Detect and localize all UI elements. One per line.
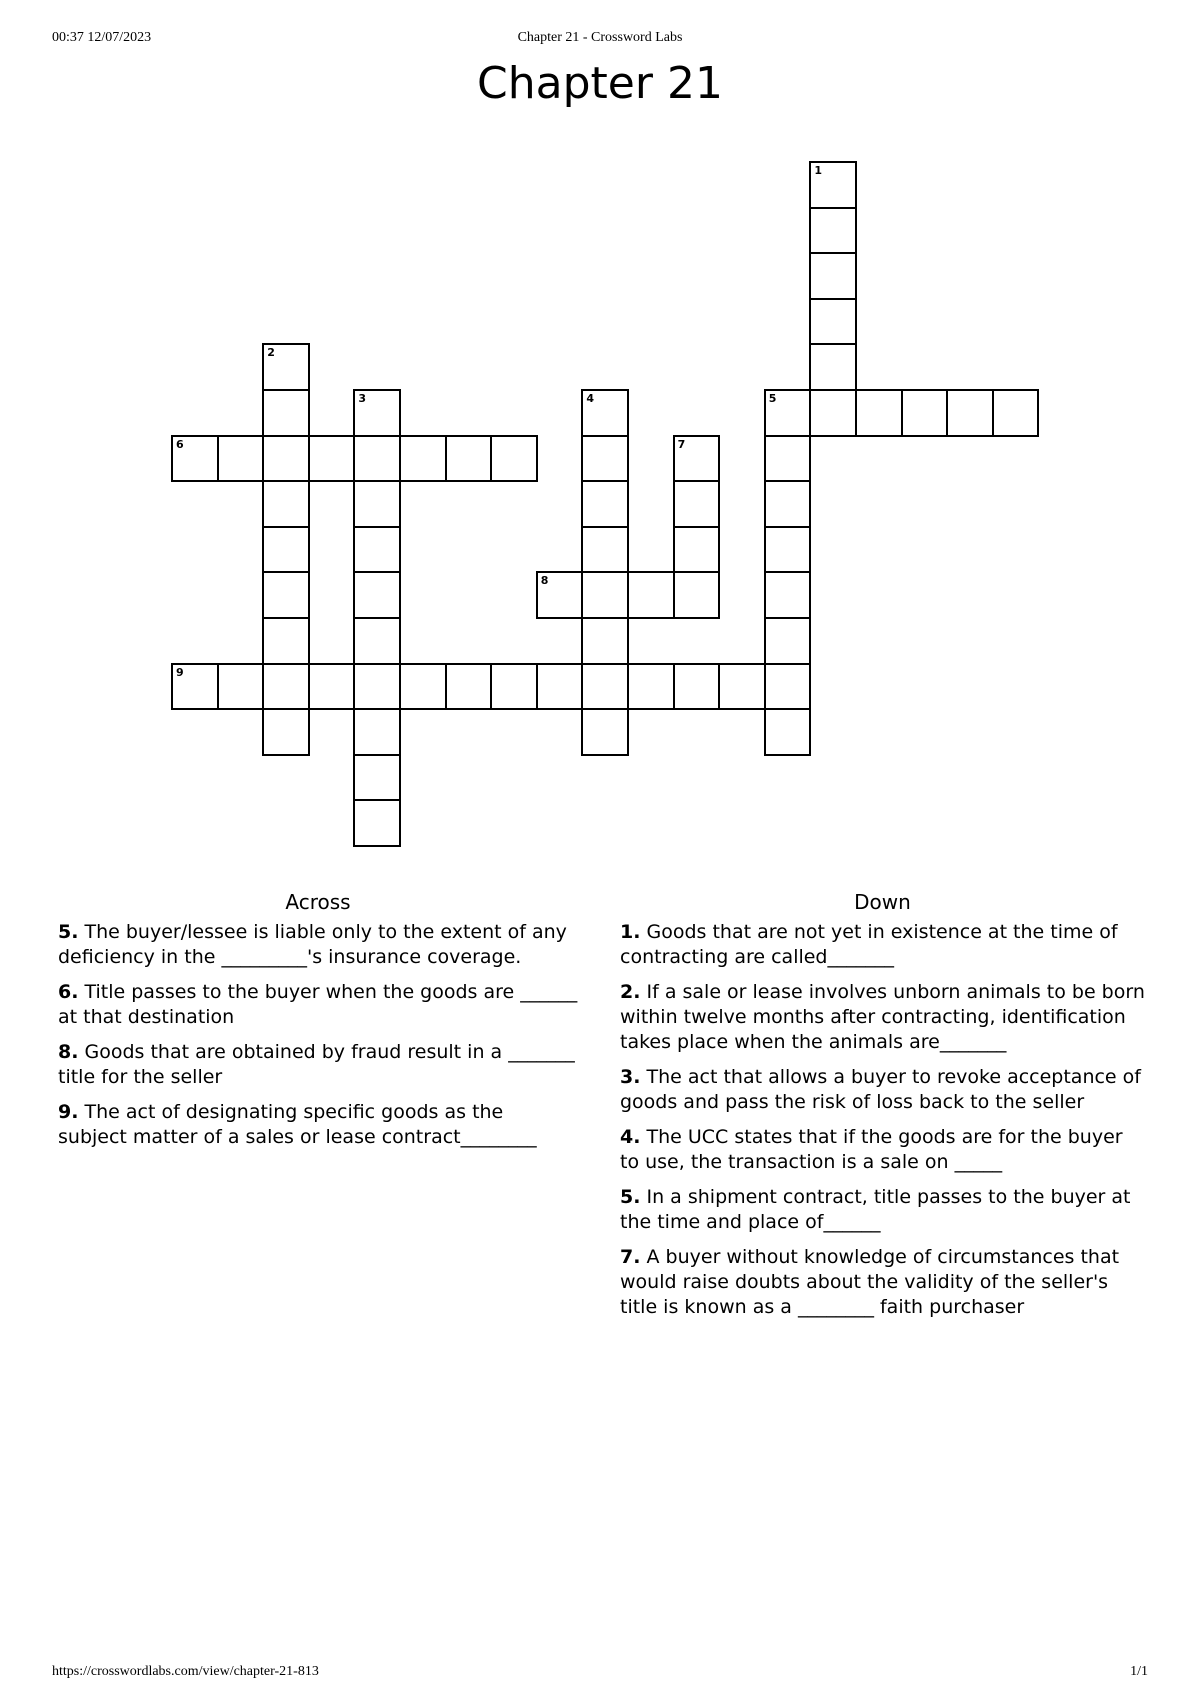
grid-cell <box>581 663 629 711</box>
grid-cell <box>581 617 629 665</box>
clue-number: 1. <box>620 921 641 943</box>
clue-item <box>58 1040 578 1090</box>
grid-cell <box>399 663 447 711</box>
grid-cell <box>627 571 675 619</box>
grid-cell <box>217 663 265 711</box>
grid-cell <box>718 663 766 711</box>
clue-number: 6. <box>58 981 79 1003</box>
grid-cell <box>764 708 812 756</box>
clue-item <box>620 1185 1145 1235</box>
grid-cell <box>764 435 812 483</box>
print-url: https://crosswordlabs.com/view/chapter-21-813 <box>52 1664 319 1679</box>
clue-text: Goods that are obtained by fraud result in a _______ title for the seller <box>58 1041 575 1088</box>
grid-cell <box>353 389 401 437</box>
clue-number: 4. <box>620 1126 641 1148</box>
grid-cell <box>581 526 629 574</box>
cell-number: 2 <box>267 346 275 360</box>
grid-cell <box>353 571 401 619</box>
clue-text: A buyer without knowledge of circumstances that would raise doubts about the validity of the seller's title is known as a ________ faith purchaser <box>620 1246 1120 1318</box>
grid-cell <box>353 708 401 756</box>
across-heading: Across <box>285 890 351 914</box>
grid-cell <box>171 663 219 711</box>
clue-number: 8. <box>58 1041 79 1063</box>
grid-cell <box>490 435 538 483</box>
grid-cell <box>262 617 310 665</box>
grid-cell <box>262 343 310 391</box>
grid-cell <box>673 480 721 528</box>
grid-cell <box>764 526 812 574</box>
cell-number: 6 <box>176 437 184 451</box>
grid-cell <box>581 435 629 483</box>
grid-cell <box>764 480 812 528</box>
down-clues <box>620 890 1145 1330</box>
cell-number: 5 <box>768 392 777 405</box>
grid-cell <box>262 526 310 574</box>
clue-text: The act of designating specific goods as the subject matter of a sales or lease contract________ <box>58 1101 537 1148</box>
print-page-number: 1/1 <box>1130 1664 1148 1679</box>
grid-cell <box>764 663 812 711</box>
grid-cell <box>262 480 310 528</box>
grid-cell <box>262 389 310 437</box>
cell-number: 1 <box>814 164 823 177</box>
grid-cell <box>809 207 857 255</box>
grid-cell <box>809 161 857 209</box>
grid-cell <box>992 389 1040 437</box>
grid-cell <box>353 663 401 711</box>
grid-cell <box>353 799 401 847</box>
grid-cell <box>445 435 493 483</box>
clue-number: 5. <box>620 1186 641 1208</box>
grid-cell <box>581 389 629 437</box>
grid-cell <box>536 571 584 619</box>
down-clue-list <box>620 920 1145 1320</box>
cell-number: 8 <box>540 574 549 588</box>
grid-cell <box>764 389 812 437</box>
grid-cell <box>353 480 401 528</box>
clue-text: Title passes to the buyer when the goods are ______ at that destination <box>58 981 578 1028</box>
grid-cell <box>353 435 401 483</box>
grid-cell <box>809 343 857 391</box>
clue-text: Goods that are not yet in existence at the time of contracting are called_______ <box>620 921 1118 968</box>
grid-cell <box>445 663 493 711</box>
grid-cell <box>353 754 401 802</box>
grid-cell <box>217 435 265 483</box>
grid-cell <box>901 389 949 437</box>
grid-cell <box>764 617 812 665</box>
cell-number: 4 <box>586 392 595 405</box>
grid-cell <box>536 663 584 711</box>
across-clues <box>58 890 578 1160</box>
clue-text: If a sale or lease involves unborn animals to be born within twelve months after contracting, identification takes place when the animals are_______ <box>620 981 1145 1053</box>
clue-text: The UCC states that if the goods are for the buyer to use, the transaction is a sale on _____ <box>620 1126 1123 1173</box>
grid-cell <box>308 435 356 483</box>
grid-cell <box>809 389 857 437</box>
clue-item <box>620 1245 1145 1320</box>
grid-cell <box>262 571 310 619</box>
across-clue-list <box>58 920 578 1150</box>
grid-cell <box>581 480 629 528</box>
grid-cell <box>490 663 538 711</box>
clue-text: The buyer/lessee is liable only to the extent of any deficiency in the _________'s insurance coverage. <box>58 921 567 968</box>
grid-cell <box>353 617 401 665</box>
down-heading: Down <box>854 890 911 914</box>
cell-number: 7 <box>677 437 686 451</box>
grid-cell <box>673 526 721 574</box>
clue-number: 3. <box>620 1066 641 1088</box>
grid-cell <box>673 663 721 711</box>
grid-cell <box>353 526 401 574</box>
grid-cell <box>581 708 629 756</box>
print-datetime: 00:37 12/07/2023 <box>52 30 152 45</box>
clue-item <box>620 1125 1145 1175</box>
clue-number: 2. <box>620 981 641 1003</box>
clue-text: In a shipment contract, title passes to the buyer at the time and place of______ <box>620 1186 1131 1233</box>
cell-number: 9 <box>176 665 184 679</box>
grid-cell <box>581 571 629 619</box>
clue-item <box>58 980 578 1030</box>
grid-cell <box>764 571 812 619</box>
grid-cell <box>627 663 675 711</box>
grid-cell <box>399 435 447 483</box>
grid-cell <box>855 389 903 437</box>
clue-number: 5. <box>58 921 79 943</box>
print-doc-title: Chapter 21 - Crossword Labs <box>517 30 683 45</box>
grid-cell <box>262 708 310 756</box>
clue-item <box>620 920 1145 970</box>
page-title: Chapter 21 <box>477 58 723 109</box>
grid-cell <box>171 435 219 483</box>
clue-number: 9. <box>58 1101 79 1123</box>
grid-cell <box>946 389 994 437</box>
clue-item <box>58 920 578 970</box>
grid-cell <box>673 571 721 619</box>
clue-text: The act that allows a buyer to revoke acceptance of goods and pass the risk of loss back to the seller <box>620 1066 1141 1113</box>
clue-number: 7. <box>620 1246 641 1268</box>
clue-item <box>620 1065 1145 1115</box>
grid-cell <box>262 435 310 483</box>
clue-item <box>620 980 1145 1055</box>
grid-cell <box>673 435 721 483</box>
grid-cell <box>262 663 310 711</box>
grid-cell <box>308 663 356 711</box>
grid-cell <box>809 252 857 300</box>
cell-number: 3 <box>358 392 367 405</box>
clue-item <box>58 1100 578 1150</box>
grid-cell <box>809 298 857 346</box>
